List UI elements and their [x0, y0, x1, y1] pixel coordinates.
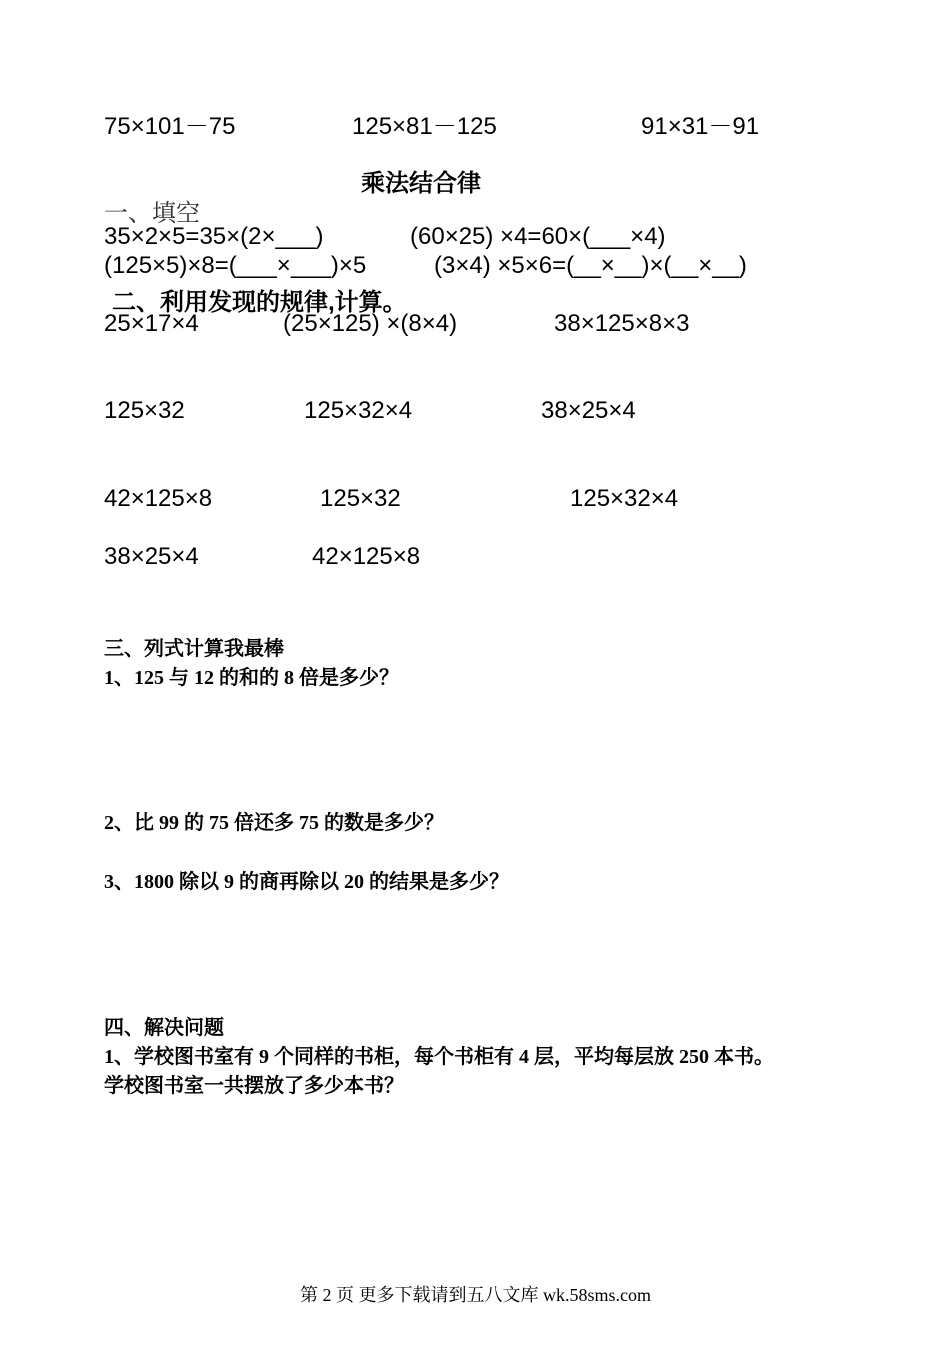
- fill-blank-4: (3×4) ×5×6=(__×__)×(__×__): [434, 252, 747, 279]
- section2-heading: 二、利用发现的规律,计算。: [112, 289, 407, 316]
- calc-r1-c3: 38×125×8×3: [554, 310, 690, 337]
- top-expression-3: 91×31－91: [641, 113, 760, 140]
- problem-line-2: 学校图书室一共摆放了多少本书？: [104, 1075, 404, 1097]
- page-title: 乘法结合律: [361, 170, 481, 197]
- calc-r4-c1: 38×25×4: [104, 543, 199, 570]
- fill-blank-2: (60×25) ×4=60×(___×4): [410, 223, 666, 250]
- top-expression-2: 125×81－125: [352, 113, 497, 140]
- calc-r3-c1: 42×125×8: [104, 485, 213, 512]
- top-expression-1: 75×101－75: [104, 113, 236, 140]
- fill-blank-3: (125×5)×8=(___×___)×5: [104, 252, 367, 279]
- section3-heading: 三、列式计算我最棒: [104, 638, 284, 660]
- word-question-2: 2、比 99 的 75 倍还多 75 的数是多少？: [104, 812, 444, 834]
- calc-r3-c3: 125×32×4: [570, 485, 679, 512]
- calc-r1-c1: 25×17×4: [104, 310, 199, 337]
- word-question-1: 1、125 与 12 的和的 8 倍是多少？: [104, 667, 399, 689]
- section4-heading: 四、解决问题: [104, 1017, 224, 1039]
- section1-heading: 一、填空: [104, 201, 200, 227]
- fill-blank-1: 35×2×5=35×(2×___): [104, 223, 324, 250]
- problem-line-1: 1、学校图书室有 9 个同样的书柜，每个书柜有 4 层，平均每层放 250 本书。: [104, 1046, 774, 1068]
- calc-r2-c3: 38×25×4: [541, 397, 636, 424]
- calc-r2-c2: 125×32×4: [304, 397, 413, 424]
- calc-r3-c2: 125×32: [320, 485, 401, 512]
- page-footer: 第 2 页 更多下载请到五八文库 wk.58sms.com: [300, 1285, 651, 1305]
- word-question-3: 3、1800 除以 9 的商再除以 20 的结果是多少？: [104, 871, 509, 893]
- calc-r4-c2: 42×125×8: [312, 543, 421, 570]
- calc-r2-c1: 125×32: [104, 397, 185, 424]
- calc-r1-c2: (25×125) ×(8×4): [283, 310, 458, 337]
